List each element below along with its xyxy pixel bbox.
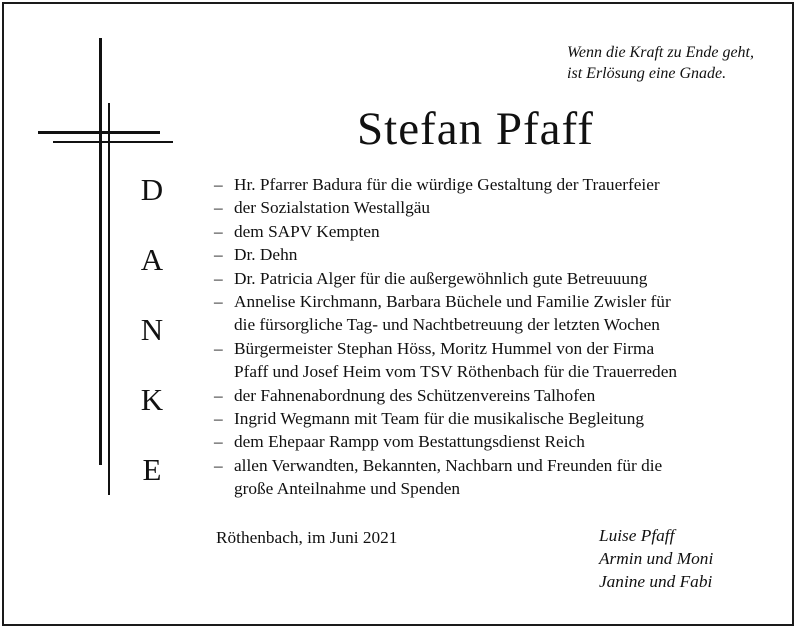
dash-bullet: – (214, 338, 223, 358)
dash-bullet: – (214, 292, 223, 312)
thanks-item (214, 243, 774, 266)
thanks-item (214, 430, 774, 453)
signature-line: Janine und Fabi (599, 572, 713, 591)
motto-line: ist Erlösung eine Gnade. (567, 65, 727, 82)
dash-bullet: – (214, 455, 223, 475)
signature-line: Armin und Moni (599, 549, 714, 568)
cross-vertical-bar (99, 38, 102, 465)
thanks-item (214, 267, 774, 290)
thanks-item (214, 290, 774, 337)
thanks-item-line: die fürsorgliche Tag- und Nachtbetreuung der letzten Wochen (234, 315, 660, 335)
thanks-item (214, 196, 774, 219)
dash-bullet: – (214, 175, 223, 194)
thanks-item-line: der Fahnenabordnung des Schützenvereins Talhofen (234, 385, 596, 405)
thanks-item-line: Pfaff und Josef Heim vom TSV Röthenbach für die Trauerreden (234, 362, 677, 382)
dash-bullet: – (214, 385, 223, 405)
motto-quote (567, 42, 754, 84)
thanks-item (214, 220, 774, 243)
thanks-item-line: Dr. Patricia Alger für die außergewöhnlich gute Betreuuung (234, 268, 648, 288)
thanks-item (214, 337, 774, 384)
thanks-item (214, 407, 774, 430)
thanks-list (214, 173, 774, 501)
thanks-item-line: der Sozialstation Westallgäu (234, 198, 431, 218)
signatures (599, 524, 713, 593)
deceased-name: Stefan Pfaff (357, 103, 594, 155)
thanks-item (214, 384, 774, 407)
dash-bullet: – (214, 409, 223, 429)
danke-vertical-word (130, 168, 174, 518)
thanks-item-line: Dr. Dehn (234, 245, 298, 265)
thanks-item-line: Ingrid Wegmann mit Team für die musikalische Begleitung (234, 409, 644, 429)
dash-bullet: – (214, 198, 223, 218)
danke-letter: E (142, 452, 162, 487)
thanks-item-line: allen Verwandten, Bekannten, Nachbarn und Freunden für die (234, 455, 663, 475)
place-date: Röthenbach, im Juni 2021 (216, 528, 398, 547)
thanks-item-line: Bürgermeister Stephan Höss, Moritz Hummel von der Firma (234, 338, 655, 358)
thanks-item-line: Hr. Pfarrer Badura für die würdige Gestaltung der Trauerfeier (234, 175, 660, 194)
dash-bullet: – (214, 268, 223, 288)
cross-horizontal-bar (38, 131, 160, 134)
thanks-item (214, 173, 774, 196)
danke-letter: D (140, 172, 164, 207)
thanks-item (214, 454, 774, 501)
danke-letter: K (140, 382, 164, 417)
dash-bullet: – (214, 221, 223, 241)
cross-vertical-bar-offset (108, 103, 110, 495)
thanks-item-line: Annelise Kirchmann, Barbara Büchele und Familie Zwisler für (234, 292, 671, 312)
motto-line: Wenn die Kraft zu Ende geht, (567, 44, 754, 61)
dash-bullet: – (214, 245, 223, 265)
danke-letter: A (140, 242, 164, 277)
cross-horizontal-bar-offset (53, 141, 173, 143)
thanks-item-line: dem Ehepaar Rampp vom Bestattungsdienst Reich (234, 432, 585, 452)
dash-bullet: – (214, 432, 223, 452)
signature-line: Luise Pfaff (599, 526, 675, 545)
danke-letter: N (140, 312, 164, 347)
thanks-item-line: dem SAPV Kempten (234, 221, 380, 241)
thanks-item-line: große Anteilnahme und Spenden (234, 479, 461, 499)
